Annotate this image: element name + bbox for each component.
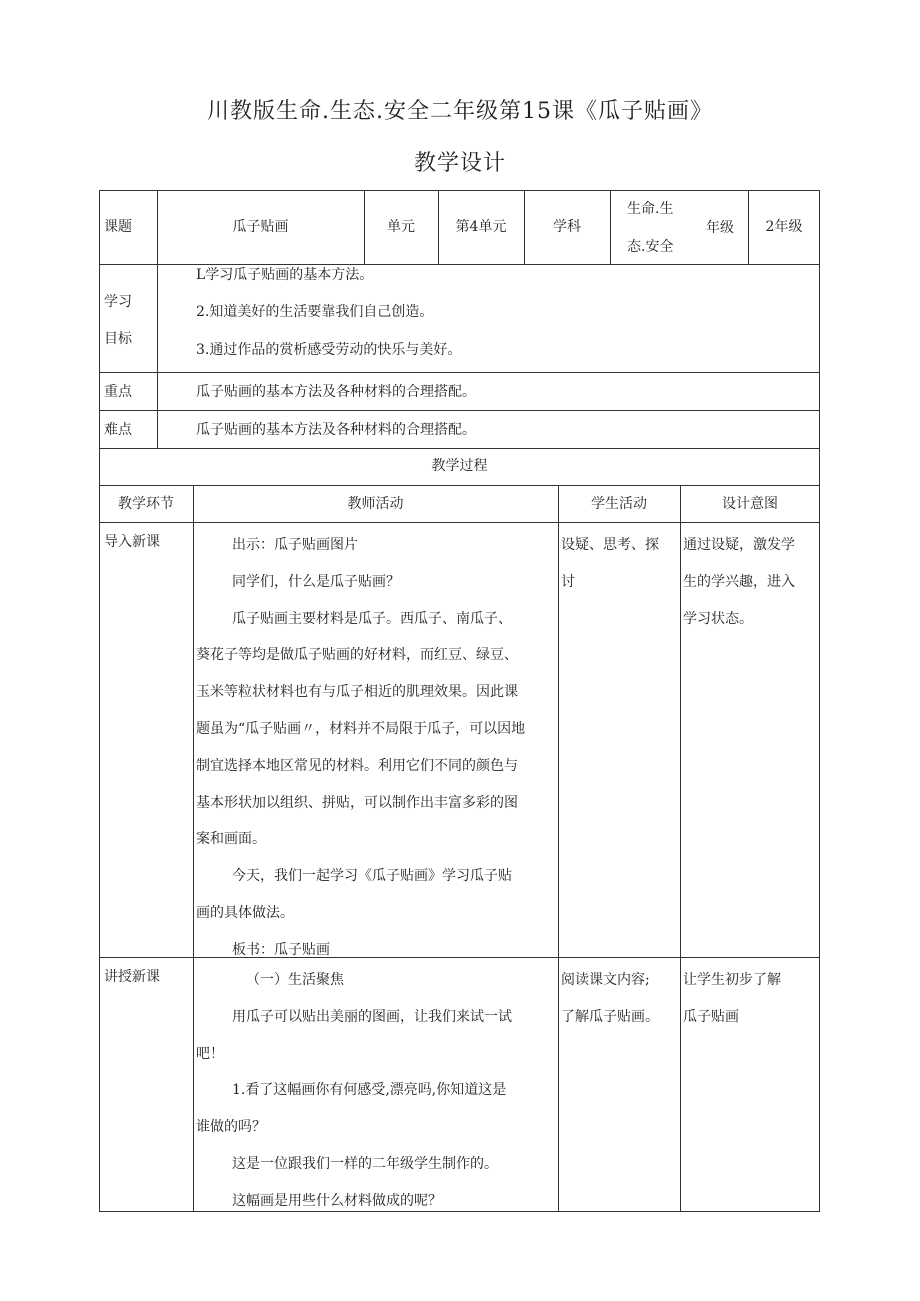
column-header-intent: 设计意图 xyxy=(722,496,778,512)
difficulty-label: 难点 xyxy=(104,422,132,438)
lecture-student-activity: 阅读课文内容; 了解瓜子贴画。 xyxy=(561,972,659,1025)
subject-label: 学科 xyxy=(553,219,581,235)
table-rule xyxy=(99,372,820,373)
lesson-label: 课题 xyxy=(104,219,132,235)
stage-intro: 导入新课 xyxy=(104,534,160,550)
goals-label-line1: 学习 xyxy=(104,294,132,310)
document-title: 川教版生命.生态.安全二年级第15课《瓜子贴画》 xyxy=(207,99,713,124)
goal-item: 2.知道美好的生活要靠我们自己创造。 xyxy=(196,304,434,320)
key-point-text: 瓜子贴画的基本方法及各种材料的合理搭配。 xyxy=(196,384,476,400)
document-subtitle: 教学设计 xyxy=(413,151,506,176)
unit-value: 第4单元 xyxy=(455,219,507,235)
process-heading: 教学过程 xyxy=(431,458,488,474)
table-rule xyxy=(610,190,611,264)
intro-teacher-activity: 出示：瓜子贴画图片 同学们，什么是瓜子贴画？ 瓜子贴画主要材料是瓜子。西瓜子、南瓜子、 葵花子等均是做瓜子贴画的好材料，而红豆、绿豆、 玉米等粒状材料也有与瓜子相近的肌理效果。因此课 题虽为“瓜子贴画〃，材料并不局限于瓜子，可以因地 制宜选择本地区常见的材料。利用它们不同的颜色与 基本形状加以组织、拼贴，可以制作出丰富多彩的图 案和画面。 今天，我们一起学习《瓜子贴画》学习瓜子贴 画的具体做法。 板书：瓜子贴画 xyxy=(196,537,526,958)
table-rule xyxy=(99,264,820,265)
lecture-teacher-activity: （一）生活聚焦 用瓜子可以贴出美丽的图画，让我们来试一试 吧！ 1.看了这幅画你有何感受,漂亮吗,你知道这是 谁做的吗？ 这是一位跟我们一样的二年级学生制作的。 这幅画是用些什么材料做成的呢？ xyxy=(196,972,512,1209)
goal-item: 3.通过作品的赏析感受劳动的快乐与美好。 xyxy=(196,342,462,358)
goals-label-line2: 目标 xyxy=(104,331,132,347)
unit-label: 单元 xyxy=(387,219,415,235)
stage-lecture: 讲授新课 xyxy=(104,969,160,985)
table-rule xyxy=(99,410,820,411)
difficulty-text: 瓜子贴画的基本方法及各种材料的合理搭配。 xyxy=(196,422,476,438)
grade-value: 2年级 xyxy=(765,219,803,235)
key-point-label: 重点 xyxy=(104,384,132,400)
intro-student-activity: 设疑、思考、探 讨 xyxy=(561,537,659,590)
table-rule xyxy=(99,448,820,449)
table-rule xyxy=(157,264,158,448)
table-rule xyxy=(99,522,820,523)
lecture-design-intent: 让学生初步了解 瓜子贴画 xyxy=(683,972,781,1025)
subject-value-line1: 生命.生 xyxy=(627,201,674,217)
column-header-teacher: 教师活动 xyxy=(347,496,404,512)
table-rule xyxy=(680,485,681,1212)
intro-design-intent: 通过设疑，激发学 生的学兴趣，进入 学习状态。 xyxy=(683,537,795,627)
column-header-stage: 教学环节 xyxy=(118,496,174,512)
table-rule xyxy=(99,485,820,486)
grade-label: 年级 xyxy=(706,220,734,236)
subject-value-line2: 态.安全 xyxy=(627,239,674,255)
table-rule xyxy=(193,485,194,1212)
table-rule xyxy=(558,485,559,1212)
lesson-value: 瓜子贴画 xyxy=(232,219,289,235)
column-header-student: 学生活动 xyxy=(591,496,647,512)
goal-item: L学习瓜子贴画的基本方法。 xyxy=(196,267,374,283)
